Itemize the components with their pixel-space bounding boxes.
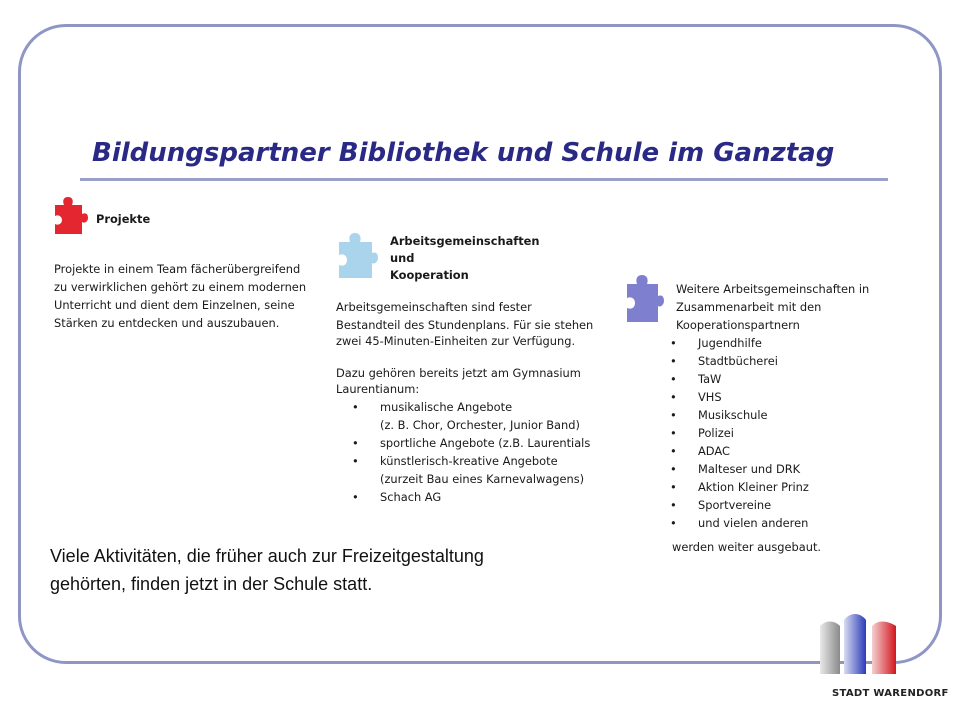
red-puzzle-icon — [52, 196, 88, 236]
list-item: • Polizei — [670, 426, 734, 440]
list-item: • VHS — [670, 390, 722, 404]
list-item: • künstlerisch-kreative Angebote — [352, 454, 558, 468]
caption-line-1: Viele Aktivitäten, die früher auch zur Freizeitgestaltung — [50, 546, 484, 566]
stadt-warendorf-logo-icon — [816, 612, 902, 676]
projekte-line-2: zu verwirklichen gehört zu einem modernen — [54, 280, 307, 294]
list-item: • Schach AG — [352, 490, 442, 504]
list-item: • Musikschule — [670, 408, 768, 422]
list-item: • Aktion Kleiner Prinz — [670, 480, 809, 494]
list-item: • TaW — [670, 372, 722, 386]
projekte-line-4: Stärken zu entdecken und auszubauen. — [54, 316, 280, 330]
projekte-heading: Projekte — [96, 212, 151, 226]
ag-para2-line-2: Laurentianum: — [336, 382, 420, 396]
list-item: • und vielen anderen — [670, 516, 809, 530]
weitere-heading-line-3: Kooperationspartnern — [676, 318, 800, 332]
ag-heading-line-3: Kooperation — [390, 268, 469, 282]
violet-puzzle-icon — [624, 274, 664, 324]
caption-line-2: gehörten, finden jetzt in der Schule statt. — [50, 574, 373, 594]
list-item: • Malteser und DRK — [670, 462, 801, 476]
weitere-heading-line-2: Zusammenarbeit mit den — [676, 300, 822, 314]
ag-heading-line-1: Arbeitsgemeinschaften — [390, 234, 540, 248]
list-item-continuation: (z. B. Chor, Orchester, Junior Band) — [380, 418, 580, 432]
slide-caption — [50, 542, 484, 598]
ag-para1-line-3: zwei 45-Minuten-Einheiten zur Verfügung. — [336, 334, 576, 348]
ag-para2-line-1: Dazu gehören bereits jetzt am Gymnasium — [336, 366, 581, 380]
ag-para1-line-2: Bestandteil des Stundenplans. Für sie stehen — [336, 318, 594, 332]
list-item: • Stadtbücherei — [670, 354, 778, 368]
weitere-footer: werden weiter ausgebaut. — [672, 540, 822, 554]
logo-text: STADT WARENDORF — [832, 688, 949, 699]
projekte-line-1: Projekte in einem Team fächerübergreifend — [54, 262, 301, 276]
ag-list — [352, 398, 591, 506]
list-item: • Jugendhilfe — [670, 336, 762, 350]
list-item: • ADAC — [670, 444, 730, 458]
title-underline — [80, 178, 888, 181]
weitere-block — [620, 272, 908, 560]
projekte-block — [48, 192, 316, 340]
list-item: • musikalische Angebote — [352, 400, 513, 414]
light-blue-puzzle-icon — [336, 232, 378, 280]
slide-title: Bildungspartner Bibliothek und Schule im Ganztag — [92, 138, 835, 168]
list-item: • Sportvereine — [670, 498, 772, 512]
weitere-heading-line-1: Weitere Arbeitsgemeinschaften in — [676, 282, 870, 296]
ag-block — [332, 228, 602, 504]
list-item: • sportliche Angebote (z.B. Laurentials — [352, 436, 591, 450]
ag-para1-line-1: Arbeitsgemeinschaften sind fester — [336, 300, 532, 314]
projekte-line-3: Unterricht und dient dem Einzelnen, seine — [54, 298, 295, 312]
ag-heading-line-2: und — [390, 251, 415, 265]
weitere-list — [670, 334, 809, 532]
list-item-continuation: (zurzeit Bau eines Karnevalwagens) — [380, 472, 585, 486]
